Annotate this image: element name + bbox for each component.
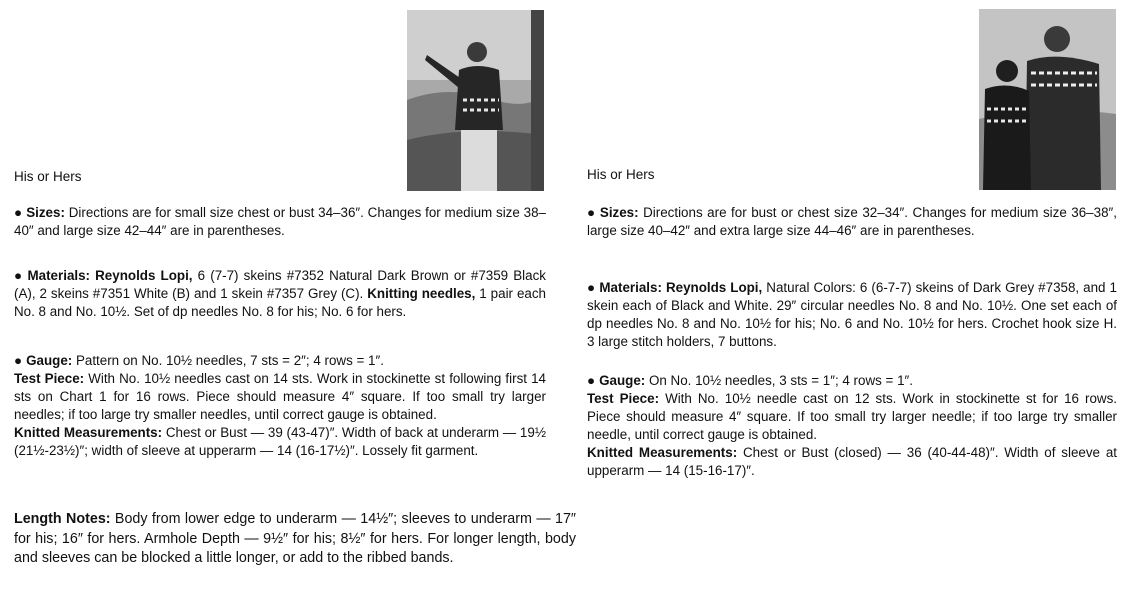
right-materials-text: Natural Colors: 6 (6-7-7) skeins of Dark Grey #7358, and 1 skein each of Black and White. 29″ circular needles No. 8 and No. 10½. One set each of dp needles No. 8 and No. 10½ for his; No. 6 and No. 10½ for hers. Crochet hook size H. 3 large stitch holders, 7 buttons. xyxy=(587,280,1117,349)
bullet-icon: ● xyxy=(587,205,596,220)
bullet-icon: ● xyxy=(14,353,23,368)
left-needles-text: 1 pair each No. 8 and No. 10½. Set of dp needles No. 8 for his; No. 6 for hers. xyxy=(14,286,546,319)
left-sizes-label: Sizes: xyxy=(26,205,65,220)
right-materials-label: Materials: Reynolds Lopi, xyxy=(599,280,763,295)
left-materials-text: 6 (7-7) skeins #7352 Natural Dark Brown or #7359 Black (A), 2 skeins #7351 White (B) and 1 skein #7357 Grey (C). xyxy=(14,268,546,301)
left-meas-label: Knitted Measurements: xyxy=(14,425,163,440)
left-length-text: Body from lower edge to underarm — 14½″; sleeves to underarm — 17″ for his; 16″ for hers. Armhole Depth — 9½″ for his; 8½″ for hers. For longer length, body and sleeves can be blocked a little longer, or add to the ribbed bands. xyxy=(14,511,576,566)
bullet-icon: ● xyxy=(14,268,24,283)
right-gauge-text: On No. 10½ needles, 3 sts = 1″; 4 rows = 1″. xyxy=(645,373,914,388)
right-test-text: With No. 10½ needle cast on 12 sts. Work in stockinette st for 16 rows. Piece should measure 4″ square. If too small try larger needle; if too large try smaller needle, until correct gauge is obtained. xyxy=(587,391,1117,442)
right-gauge-label: Gauge: xyxy=(599,373,646,388)
right-meas-text: Chest or Bust (closed) — 36 (40-44-48)″. Width of sleeve at upperarm — 14 (15-16-17)″. xyxy=(587,445,1117,478)
left-sizes-text: Directions are for small size chest or bust 34–36″. Changes for medium size 38–40″ and large size 42–44″ are in parentheses. xyxy=(14,205,546,238)
woman-sweater-photo xyxy=(407,10,544,191)
couple-sweaters-photo xyxy=(979,9,1116,190)
left-materials xyxy=(14,267,546,321)
right-heading: His or Hers xyxy=(587,167,655,182)
left-test-text: With No. 10½ needles cast on 14 sts. Work in stockinette st following first 14 sts on Chart 1 for 16 rows. Piece should measure 4″ square. If too small try larger needles; if too large try smaller needles, until correct gauge is obtained. xyxy=(14,371,546,422)
right-sizes-label: Sizes: xyxy=(599,205,639,220)
cut-off-text-fragment xyxy=(970,503,1090,509)
right-sizes-text: Directions are for bust or chest size 32–34″. Changes for medium size 36–38″, large size 40–42″ and extra large size 44–46″ are in parentheses. xyxy=(587,205,1117,238)
left-gauge-label: Gauge: xyxy=(26,353,73,368)
left-gauge xyxy=(14,352,546,460)
left-materials-label: Materials: Reynolds Lopi, xyxy=(27,268,193,283)
bullet-icon: ● xyxy=(14,205,23,220)
left-heading: His or Hers xyxy=(14,169,82,184)
left-sizes xyxy=(14,204,546,240)
bullet-icon: ● xyxy=(587,280,596,295)
left-gauge-text: Pattern on No. 10½ needles, 7 sts = 2″; 4 rows = 1″. xyxy=(72,353,384,368)
bullet-icon: ● xyxy=(587,373,596,388)
left-length-notes xyxy=(14,510,576,569)
right-sizes xyxy=(587,204,1117,240)
left-needles-label: Knitting needles, xyxy=(367,286,476,301)
left-length-label: Length Notes: xyxy=(14,511,111,527)
right-meas-label: Knitted Measurements: xyxy=(587,445,738,460)
right-gauge xyxy=(587,372,1117,480)
right-test-label: Test Piece: xyxy=(587,391,660,406)
left-test-label: Test Piece: xyxy=(14,371,85,386)
right-materials xyxy=(587,279,1117,351)
left-meas-text: Chest or Bust — 39 (43-47)″. Width of back at underarm — 19½ (21½-23½)″; width of sleeve at upperarm — 14 (16-17½)″. Lossely fit garment. xyxy=(14,425,546,458)
